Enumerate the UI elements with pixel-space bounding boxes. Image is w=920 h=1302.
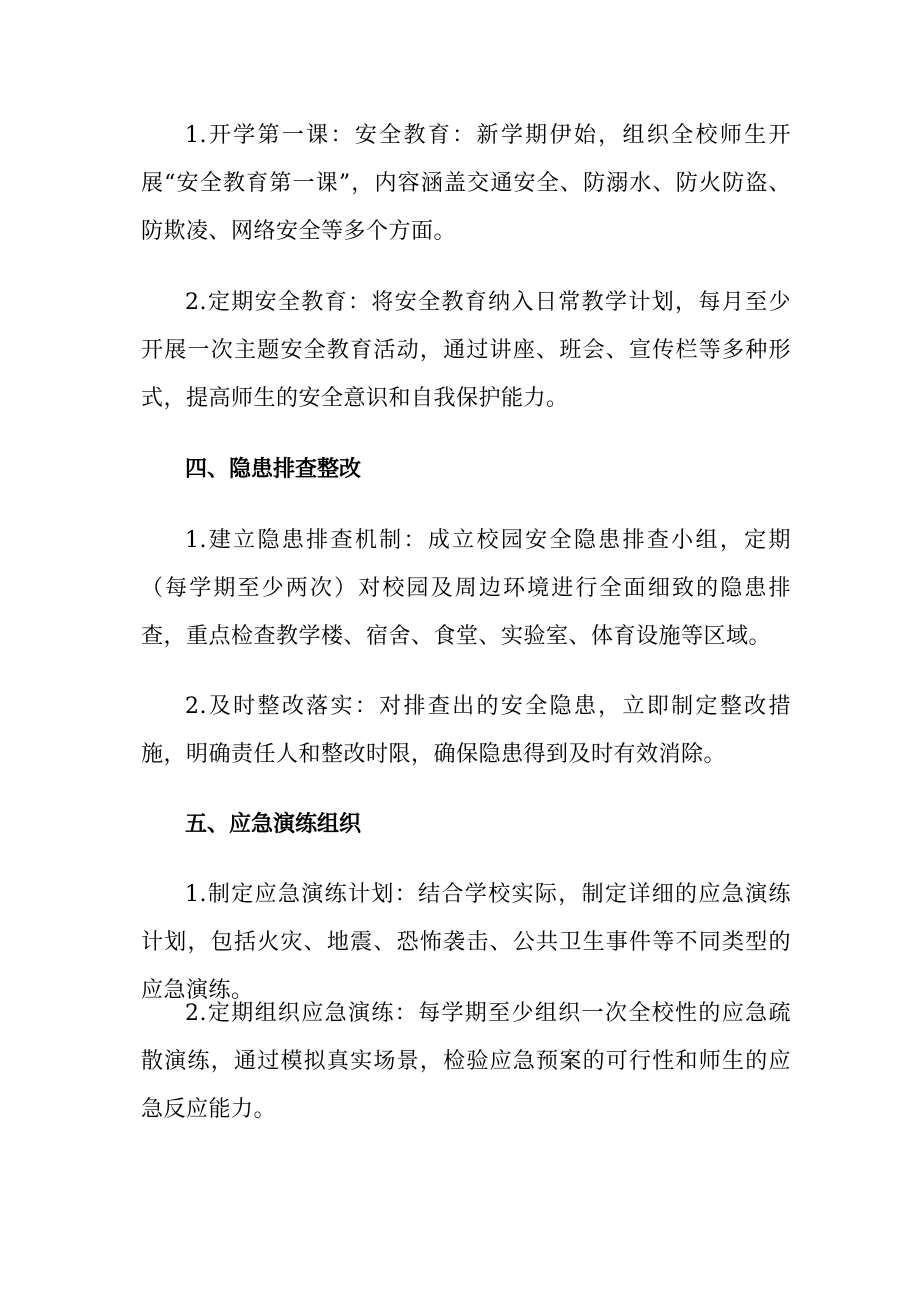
- paragraph-text: 2.定期组织应急演练：每学期至少组织一次全校性的应急疏散演练，通过模拟真实场景，检验应急预案的可行性和师生的应急反应能力。: [141, 1001, 791, 1122]
- paragraph-opening-lesson: [141, 112, 791, 256]
- section-heading: 四、隐患排查整改: [185, 457, 362, 482]
- paragraph-text: 1.制定应急演练计划：结合学校实际，制定详细的应急演练计划，包括火灾、地震、恐怖袭击、公共卫生事件等不同类型的应急演练。: [141, 882, 791, 1003]
- paragraph-text: 2.及时整改落实：对排查出的安全隐患，立即制定整改措施，明确责任人和整改时限，确保隐患得到及时有效消除。: [141, 694, 791, 767]
- paragraph-rectification: [141, 683, 791, 779]
- paragraph-regular-education: [141, 279, 791, 423]
- section-heading-drill: [141, 801, 791, 849]
- paragraph-hazard-mechanism: [141, 517, 791, 661]
- section-heading-hazard: [141, 446, 791, 494]
- paragraph-text: 2.定期安全教育：将安全教育纳入日常教学计划，每月至少开展一次主题安全教育活动，通过讲座、班会、宣传栏等多种形式，提高师生的安全意识和自我保护能力。: [141, 290, 791, 411]
- paragraph-regular-drill: [141, 990, 791, 1134]
- paragraph-text: 1.建立隐患排查机制：成立校园安全隐患排查小组，定期（每学期至少两次）对校园及周边环境进行全面细致的隐患排查，重点检查教学楼、宿舍、食堂、实验室、体育设施等区域。: [141, 528, 791, 649]
- section-heading: 五、应急演练组织: [185, 812, 362, 837]
- paragraph-text: 1.开学第一课：安全教育：新学期伊始，组织全校师生开展“安全教育第一课”，内容涵盖交通安全、防溺水、防火防盗、防欺凌、网络安全等多个方面。: [141, 123, 791, 244]
